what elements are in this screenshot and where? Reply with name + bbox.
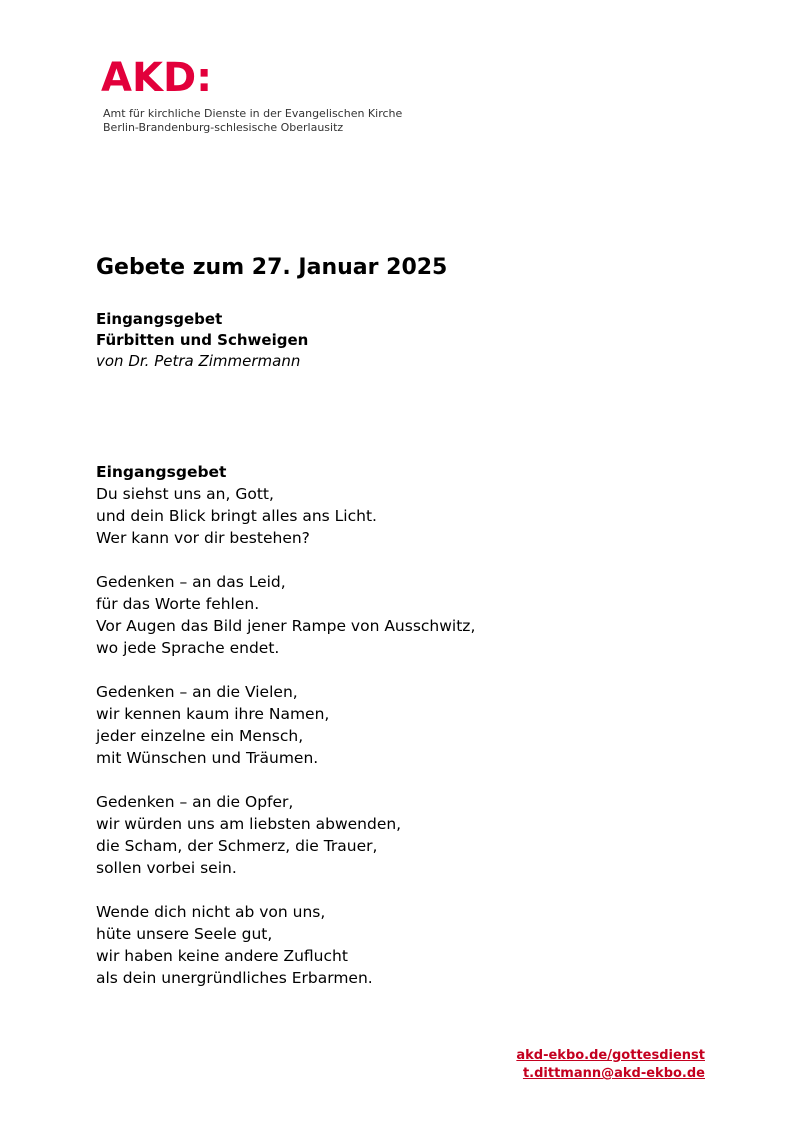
prayer-line: sollen vorbei sein. xyxy=(96,859,237,877)
prayer-stanza xyxy=(96,483,475,549)
prayer-line: Wer kann vor dir bestehen? xyxy=(96,529,310,547)
akd-logo: AKD: xyxy=(101,55,213,101)
page-title: Gebete zum 27. Januar 2025 xyxy=(96,255,448,280)
org-line-2: Berlin-Brandenburg-schlesische Oberlausitz xyxy=(103,121,344,134)
prayer-line: hüte unsere Seele gut, xyxy=(96,925,273,943)
prayer-line: für das Worte fehlen. xyxy=(96,595,260,613)
prayer-stanza xyxy=(96,791,475,879)
prayer-line: wir würden uns am liebsten abwenden, xyxy=(96,815,402,833)
prayer-stanzas xyxy=(96,483,475,989)
prayer-line: jeder einzelne ein Mensch, xyxy=(96,727,304,745)
contents-list xyxy=(96,309,308,372)
prayer-heading: Eingangsgebet xyxy=(96,463,227,481)
prayer-line: wir kennen kaum ihre Namen, xyxy=(96,705,330,723)
prayer-line: Gedenken – an die Opfer, xyxy=(96,793,294,811)
prayer-line: die Scham, der Schmerz, die Trauer, xyxy=(96,837,378,855)
prayer-line: mit Wünschen und Träumen. xyxy=(96,749,319,767)
prayer-stanza xyxy=(96,571,475,659)
prayer-line: als dein unergründliches Erbarmen. xyxy=(96,969,373,987)
organization-name xyxy=(103,107,402,135)
prayer-line: Vor Augen das Bild jener Rampe von Ausschwitz, xyxy=(96,617,476,635)
prayer-stanza xyxy=(96,681,475,769)
prayer-stanza xyxy=(96,901,475,989)
prayer-line: Gedenken – an das Leid, xyxy=(96,573,286,591)
org-line-1: Amt für kirchliche Dienste in der Evangelischen Kirche xyxy=(103,107,403,120)
prayer-line: Du siehst uns an, Gott, xyxy=(96,485,274,503)
prayer-line: wir haben keine andere Zuflucht xyxy=(96,947,348,965)
footer-contact xyxy=(516,1047,705,1083)
contents-item-fuerbitten: Fürbitten und Schweigen xyxy=(96,331,309,349)
author-line: von Dr. Petra Zimmermann xyxy=(96,352,301,370)
prayer-line: und dein Blick bringt alles ans Licht. xyxy=(96,507,377,525)
website-link[interactable]: akd-ekbo.de/gottesdienst xyxy=(516,1048,705,1063)
prayer-section xyxy=(96,461,475,1011)
prayer-line: Gedenken – an die Vielen, xyxy=(96,683,298,701)
prayer-line: wo jede Sprache endet. xyxy=(96,639,280,657)
prayer-line: Wende dich nicht ab von uns, xyxy=(96,903,326,921)
email-link[interactable]: t.dittmann@akd-ekbo.de xyxy=(522,1066,705,1081)
contents-item-eingangsgebet: Eingangsgebet xyxy=(96,310,223,328)
